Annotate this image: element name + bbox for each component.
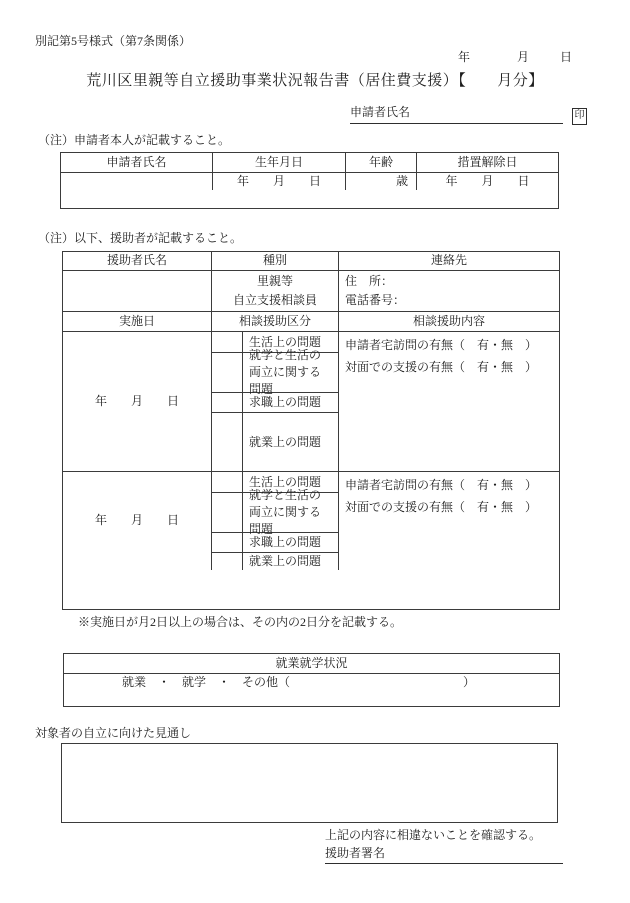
header-helper-name: 援助者氏名	[63, 252, 212, 270]
status-table	[63, 653, 560, 707]
category-label: 就学と生活の両立に関する問題	[249, 348, 322, 396]
category-row	[212, 488, 338, 536]
header-applicant-name: 申請者氏名	[61, 153, 213, 172]
block1-date: 年 月 日	[63, 332, 212, 471]
category-label: 就業上の問題	[249, 434, 322, 449]
form-reference: 別記第5号様式（第7条関係）	[35, 34, 192, 48]
block1-categories	[212, 332, 339, 471]
cell-birth-date: 年 月 日	[213, 173, 346, 190]
category-checkbox-cell	[212, 533, 243, 552]
header-age: 年齢	[346, 153, 417, 172]
content-visit-line: 申請者宅訪問の有無（ 有・無 ）	[345, 478, 538, 492]
signature-field	[325, 845, 563, 864]
header-consult-category: 相談援助区分	[212, 312, 339, 331]
note-helper: （注）以下、援助者が記載すること。	[38, 231, 243, 245]
header-impl-date: 実施日	[63, 312, 212, 331]
applicant-name-label: 申請者氏名	[350, 105, 411, 119]
cell-helper-type	[212, 271, 339, 311]
helper-type-row	[63, 271, 559, 312]
page-title: 荒川区里親等自立援助事業状況報告書（居住費支援）【 月分】	[86, 73, 544, 89]
category-checkbox-cell	[212, 553, 243, 570]
status-table-options-row	[64, 674, 559, 691]
header-birth-date: 生年月日	[213, 153, 346, 172]
block1-content	[339, 332, 559, 471]
applicant-table-data-row	[61, 173, 558, 190]
category-checkbox-cell	[212, 493, 243, 532]
cell-release-date: 年 月 日	[445, 174, 530, 188]
header-release-date: 措置解除日	[457, 154, 518, 169]
seal-box: 印	[572, 108, 587, 125]
category-row	[212, 553, 338, 570]
date-day-label: 日	[560, 50, 573, 64]
content-meeting-line: 対面での支援の有無（ 有・無 ）	[345, 360, 538, 374]
category-checkbox-cell	[212, 413, 243, 471]
header-type: 種別	[212, 252, 339, 270]
date-year-label: 年	[458, 50, 471, 64]
consult-block-1	[63, 332, 559, 472]
category-label: 就業上の問題	[249, 554, 322, 568]
header-consult-content: 相談援助内容	[412, 313, 485, 328]
category-checkbox-cell	[212, 353, 243, 392]
status-close-paren: ）	[462, 675, 475, 689]
note-applicant: （注）申請者本人が記載すること。	[38, 133, 231, 147]
category-checkbox-cell	[212, 332, 243, 352]
category-label: 求職上の問題	[249, 395, 322, 409]
status-options: 就業 ・ 就学 ・ その他（	[122, 675, 291, 689]
cell-age: 歳	[346, 173, 417, 190]
cell-applicant-name	[61, 173, 213, 190]
contact-address-label: 住 所：	[345, 274, 394, 288]
signature-label: 援助者署名	[325, 846, 386, 860]
applicant-table-header-row	[61, 153, 558, 173]
applicant-table	[60, 152, 559, 209]
block2-date: 年 月 日	[63, 472, 212, 570]
helper-subheader-row	[63, 312, 559, 332]
confirm-text: 上記の内容に相違ないことを確認する。	[325, 828, 542, 842]
helper-header-row	[63, 252, 559, 271]
date-month-label: 月	[517, 50, 530, 64]
status-table-header: 就業就学状況	[64, 654, 559, 674]
category-label: 求職上の問題	[249, 535, 322, 549]
note-dates: ※実施日が月2日以上の場合は、その内の2日分を記載する。	[78, 615, 403, 629]
helper-table	[62, 251, 560, 610]
category-row	[212, 393, 338, 413]
type-foster-parent: 里親等	[256, 274, 293, 288]
header-contact: 連絡先	[430, 253, 467, 268]
consult-block-2	[63, 472, 559, 570]
category-label: 生活上の問題	[249, 334, 322, 349]
category-checkbox-cell	[212, 472, 243, 492]
contact-phone-label: 電話番号：	[345, 293, 406, 307]
category-checkbox-cell	[212, 393, 243, 412]
outlook-box	[61, 743, 558, 823]
cell-contact	[339, 271, 559, 311]
block2-categories	[212, 472, 339, 570]
category-label: 就学と生活の両立に関する問題	[249, 488, 322, 536]
outlook-label: 対象者の自立に向けた見通し	[35, 726, 192, 740]
type-support-counselor: 自立支援相談員	[232, 293, 317, 307]
category-row	[212, 348, 338, 396]
category-label: 生活上の問題	[249, 474, 322, 489]
category-row	[212, 533, 338, 553]
content-visit-line: 申請者宅訪問の有無（ 有・無 ）	[345, 338, 538, 352]
content-meeting-line: 対面での支援の有無（ 有・無 ）	[345, 500, 538, 514]
category-row	[212, 413, 338, 471]
block2-content	[339, 472, 559, 570]
applicant-name-field	[350, 104, 563, 124]
cell-helper-name	[63, 271, 212, 311]
